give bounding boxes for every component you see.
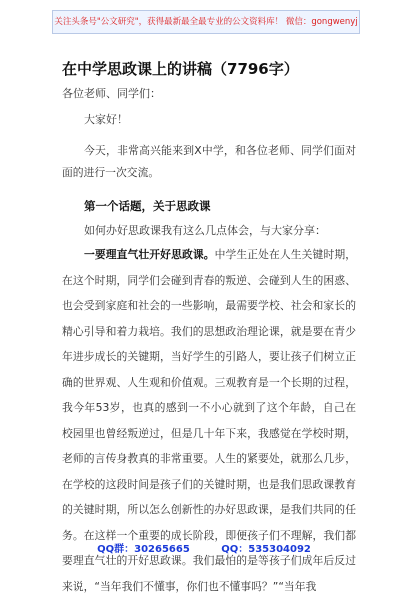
paragraph-lead: 一要理直气壮开好思政课。 — [84, 248, 215, 261]
section-heading-1: 第一个话题，关于思政课 — [84, 199, 211, 213]
banner-text: 关注头条号"公文研究"，获得最新最全最专业的公文资料库！ 微信：gongwenyj — [54, 17, 358, 27]
footer-qq: QQ：535304092 — [221, 544, 311, 555]
footer-qq-group: QQ群：30265665 — [97, 544, 190, 555]
intro-paragraph: 今天，非常高兴能来到X中学，和各位老师、同学们面对面的进行一次交流。 — [62, 144, 356, 179]
header-banner — [52, 10, 360, 34]
salutation: 各位老师、同学们： — [62, 87, 161, 100]
document-title: 在中学思政课上的讲稿（7796字） — [62, 60, 299, 78]
lead-in-text: 如何办好思政课我有这么几点体会，与大家分享： — [84, 224, 326, 237]
paragraph-text: 中学生正处在人生关键时期，在这个时期，同学们会碰到青春的叛逆、会碰到人生的困惑、也会受到家庭和社会的一些影响，最需要学校、社会和家长的精心引导和着力栽培。我们的思想政治理论课，就是要在青少年进步成长的关键期，当好学生的引路人，要让孩子们树立正确的世界观、人生观和价值观。三观教育是一个长期的过程，我今年53岁，也真的感到一不小心就到了这个年龄，自己在校园里也曾经叛逆过，但是几十年下来，我感觉在学校时期，老师的言传身教真的非常重要。人生的紧要处，就那么几步，在学校的这段时间是孩子们的关键时期，也是我们思政课教育的关键时期，所以怎么创新性的办好思政课，是我们共同的任务。在这样一个重要的成长阶段，即便孩子们不理解，我们都要理直气壮的开好思政课。我们最怕的是等孩子们成年后反过来说，“当年我们不懂事，你们也不懂事吗？”“当年我 — [62, 248, 357, 593]
greeting: 大家好！ — [84, 113, 128, 126]
footer-contact — [0, 540, 408, 555]
